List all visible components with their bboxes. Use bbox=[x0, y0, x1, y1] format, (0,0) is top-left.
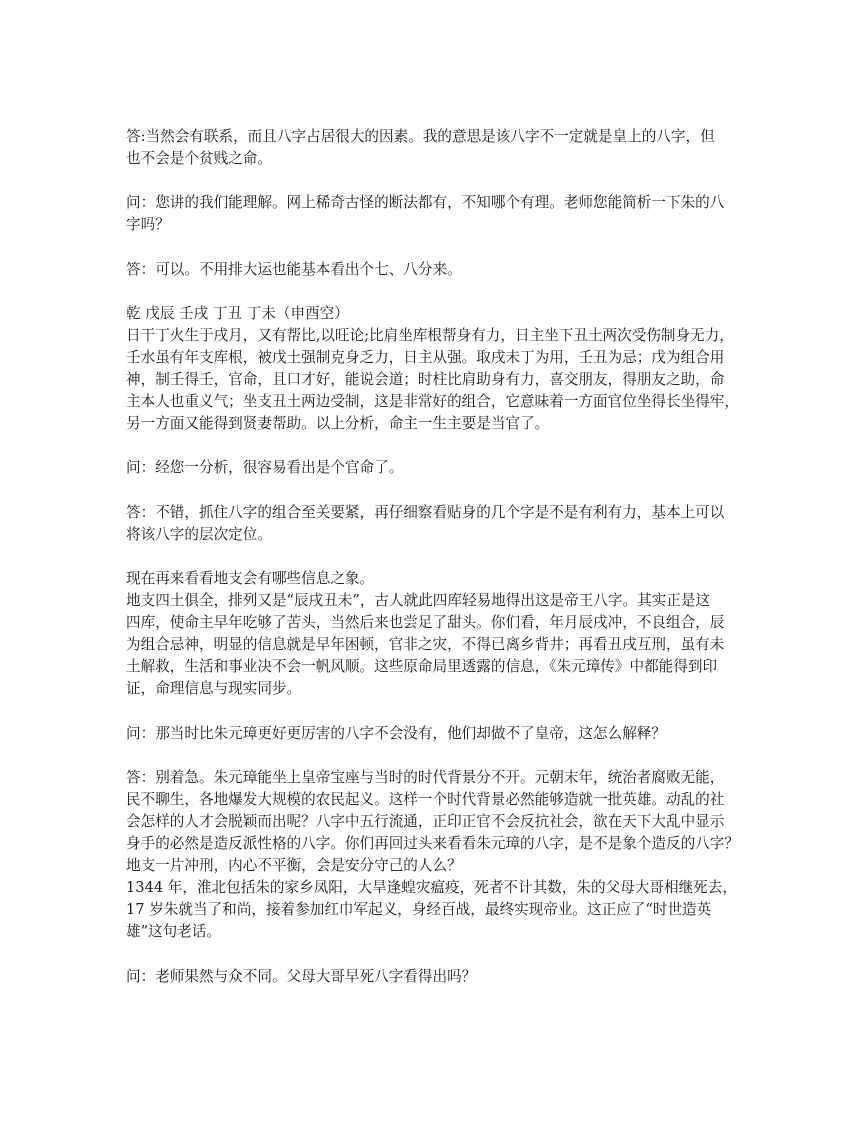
paragraph bbox=[126, 126, 766, 170]
text-line: 壬水虽有年支库根，被戊土强制克身乏力，日主从强。取戌未丁为用，壬丑为忌；戊为组合用 bbox=[126, 348, 725, 366]
paragraph bbox=[126, 502, 766, 546]
text-line: 地支一片冲刑，内心不平衡，会是安分守己的人么？ bbox=[126, 857, 462, 875]
text-line: 会怎样的人才会脱颖而出呢？八字中五行流通，正印正官不会反抗社会，欲在天下大乱中显示 bbox=[126, 812, 725, 830]
text-line: 现在再来看看地支会有哪些信息之象。 bbox=[126, 569, 375, 587]
text-line: 答:当然会有联系，而且八字占居很大的因素。我的意思是该八字不一定就是皇上的八字，但 bbox=[126, 128, 715, 145]
text-line: 乾 戊辰 壬戌 丁丑 丁未（申酉空） bbox=[126, 304, 349, 322]
text-line: 答：别着急。朱元璋能坐上皇帝宝座与当时的时代背景分不开。元朝末年，统治者腐败无能， bbox=[126, 768, 725, 786]
text-line: 地支四土俱全，排列又是“辰戌丑未”，古人就此四库轻易地得出这是帝王八字。其实正是这 bbox=[126, 591, 711, 609]
text-line: 17 岁朱就当了和尚，接着参加红巾军起义，身经百战，最终实现帝业。这正应了“时世造英 bbox=[126, 901, 712, 919]
text-line: 字吗？ bbox=[126, 216, 170, 234]
paragraph bbox=[126, 723, 766, 745]
text-line: 问：老师果然与众不同。父母大哥早死八字看得出吗？ bbox=[126, 967, 477, 985]
text-line: 证，命理信息与现实同步。 bbox=[126, 680, 302, 698]
text-line: 雄”这句老话。 bbox=[126, 923, 222, 941]
text-line: 四库，使命主早年吃够了苦头，当然后来也尝足了甜头。你们看，年月辰戌冲，不良组合，辰 bbox=[126, 614, 725, 632]
text-line: 为组合忌神，明显的信息就是早年困顿，官非之灾，不得已离乡背井；再看丑戌互刑，虽有未 bbox=[126, 636, 725, 654]
text-line: 另一方面又能得到贤妻帮助。以上分析，命主一生主要是当官了。 bbox=[126, 415, 550, 433]
text-line: 1344 年，淮北包括朱的家乡凤阳，大旱逢蝗灾瘟疫，死者不计其数，朱的父母大哥相继死去， bbox=[126, 879, 737, 897]
text-line: 将该八字的层次定位。 bbox=[126, 525, 272, 543]
document-body bbox=[126, 126, 766, 1010]
paragraph bbox=[126, 192, 766, 236]
text-line: 日干丁火生于戌月，又有帮比,以旺论;比肩坐库根帮身有力，日主坐下丑土两次受伤制身无力， bbox=[126, 326, 734, 344]
text-line: 民不聊生，各地爆发大规模的农民起义。这样一个时代背景必然能够造就一批英雄。动乱的社 bbox=[126, 790, 725, 808]
paragraph bbox=[126, 966, 766, 988]
text-line: 土解救，生活和事业决不会一帆风顺。这些原命局里透露的信息，《朱元璋传》中都能得到印 bbox=[126, 658, 718, 676]
paragraph bbox=[126, 568, 766, 701]
text-line: 问：经您一分析，很容易看出是个官命了。 bbox=[126, 459, 404, 477]
text-line: 问：那当时比朱元璋更好更厉害的八字不会没有，他们却做不了皇帝，这怎么解释？ bbox=[126, 724, 666, 742]
paragraph bbox=[126, 259, 766, 281]
text-line: 问：您讲的我们能理解。网上稀奇古怪的断法都有，不知哪个有理。老师您能简析一下朱的八 bbox=[126, 194, 725, 212]
text-line: 答：可以。不用排大运也能基本看出个七、八分来。 bbox=[126, 260, 462, 278]
text-line: 神，制壬得壬，官命，且口才好，能说会道；时柱比肩助身有力，喜交朋友，得朋友之助，命 bbox=[126, 371, 725, 389]
text-line: 答：不错，抓住八字的组合至关要紧，再仔细察看贴身的几个字是不是有利有力，基本上可以 bbox=[126, 503, 725, 521]
paragraph bbox=[126, 303, 766, 436]
text-line: 身手的必然是造反派性格的八字。你们再回过头来看看朱元璋的八字，是不是象个造反的八字？ bbox=[126, 835, 739, 852]
text-line: 也不会是个贫贱之命。 bbox=[126, 150, 272, 168]
text-line: 主本人也重义气；坐支丑土两边受制，这是非常好的组合，它意味着一方面官位坐得长坐得牢， bbox=[126, 393, 739, 411]
paragraph bbox=[126, 767, 766, 944]
paragraph bbox=[126, 457, 766, 479]
